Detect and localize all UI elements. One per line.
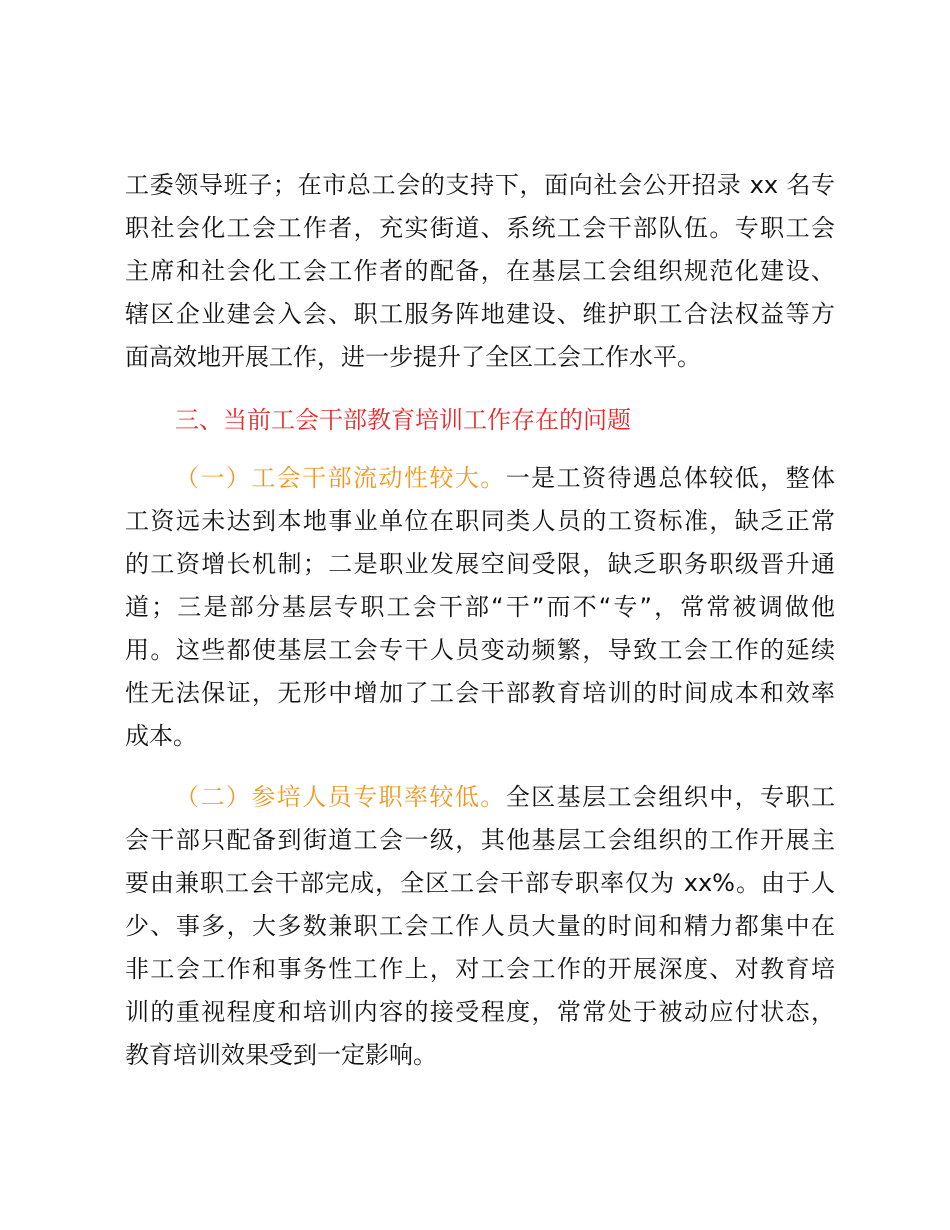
para2-text: 全区基层工会组织中，专职工 bbox=[505, 783, 836, 811]
para2-subheading: （二）参培人员专职率较低。 bbox=[175, 783, 506, 811]
intro-line: 工委领导班子；在市总工会的支持下，面向社会公开招录 xx 名专 bbox=[125, 171, 835, 199]
para1-line: 的工资增长机制；二是职业发展空间受限，缺乏职务职级晋升通 bbox=[125, 550, 835, 578]
para2-line: 少、事多，大多数兼职工会工作人员大量的时间和精力都集中在 bbox=[125, 912, 835, 940]
intro-line: 主席和社会化工会工作者的配备，在基层工会组织规范化建设、 bbox=[125, 257, 835, 285]
intro-line: 职社会化工会工作者，充实街道、系统工会干部队伍。专职工会 bbox=[125, 214, 835, 242]
para2-line: 非工会工作和事务性工作上，对工会工作的开展深度、对教育培 bbox=[125, 955, 835, 983]
para1-line: 成本。 bbox=[125, 722, 197, 750]
para1-subheading: （一）工会干部流动性较大。 bbox=[175, 464, 506, 492]
para2-line: 会干部只配备到街道工会一级，其他基层工会组织的工作开展主 bbox=[125, 826, 835, 854]
para2-line: 教育培训效果受到一定影响。 bbox=[125, 1041, 437, 1069]
intro-line: 辖区企业建会入会、职工服务阵地建设、维护职工合法权益等方 bbox=[125, 300, 835, 328]
para1-line: 道；三是部分基层专职工会干部“干”而不“专”，常常被调做他 bbox=[125, 593, 835, 621]
intro-line: 面高效地开展工作，进一步提升了全区工会工作水平。 bbox=[125, 343, 701, 371]
para1-first-line bbox=[175, 463, 835, 493]
section-heading: 三、当前工会干部教育培训工作存在的问题 bbox=[175, 406, 631, 434]
para1-line: 工资远未达到本地事业单位在职同类人员的工资标准，缺乏正常 bbox=[125, 507, 835, 535]
para2-first-line bbox=[175, 782, 835, 812]
para2-line: 训的重视程度和培训内容的接受程度，常常处于被动应付状态， bbox=[125, 998, 835, 1026]
para1-line: 性无法保证，无形中增加了工会干部教育培训的时间成本和效率 bbox=[125, 679, 835, 707]
para1-line: 用。这些都使基层工会专干人员变动频繁，导致工会工作的延续 bbox=[125, 636, 835, 664]
para2-line: 要由兼职工会干部完成，全区工会干部专职率仅为 xx%。由于人 bbox=[125, 869, 835, 897]
para1-text: 一是工资待遇总体较低，整体 bbox=[505, 464, 836, 492]
